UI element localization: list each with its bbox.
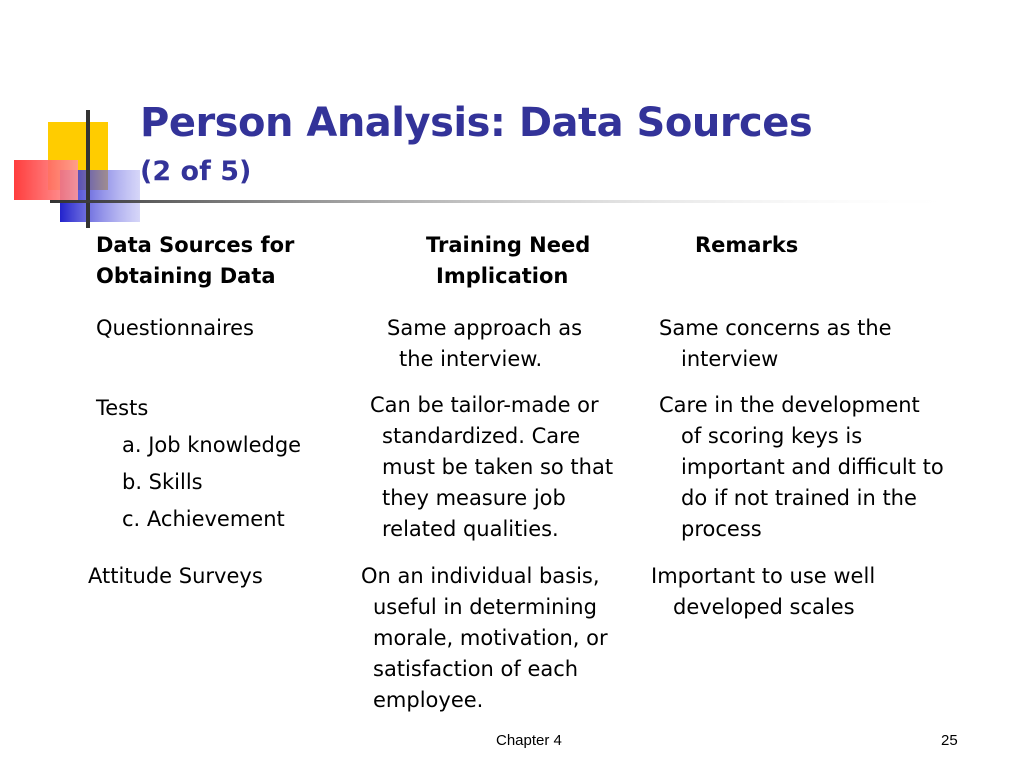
header-training-need: Training Need Implication xyxy=(426,233,591,288)
row-attitude-remarks: Important to use well developed scales xyxy=(651,564,876,619)
slide-title: Person Analysis: Data Sources xyxy=(140,100,813,146)
header-remarks: Remarks xyxy=(695,233,799,257)
footer-page-number: 25 xyxy=(941,732,958,749)
tests-item-skills: b. Skills xyxy=(122,470,203,494)
tests-item-job-knowledge: a. Job knowledge xyxy=(122,433,302,457)
slide-subtitle: (2 of 5) xyxy=(140,156,252,187)
logo-vertical-line xyxy=(86,110,90,228)
header-data-sources: Data Sources for Obtaining Data xyxy=(96,233,295,288)
tests-item-achievement: c. Achievement xyxy=(122,507,285,531)
row-attitude-source: Attitude Surveys xyxy=(88,564,263,588)
row-questionnaires-source: Questionnaires xyxy=(96,316,254,340)
footer-chapter: Chapter 4 xyxy=(496,732,562,749)
logo-red-square xyxy=(14,160,78,200)
row-tests-implication: Can be tailor-made or standardized. Care must be taken so that they measure job related qualities. xyxy=(370,393,614,541)
row-tests-remarks: Care in the development of scoring keys is important and difficult to do if not trained in the process xyxy=(659,393,944,541)
row-questionnaires-implication: Same approach as the interview. xyxy=(387,316,583,371)
row-questionnaires-remarks: Same concerns as the interview xyxy=(659,316,892,371)
row-tests-source: Tests a. Job knowledge b. Skills c. Achievement xyxy=(96,390,301,538)
logo-horizontal-line xyxy=(50,200,970,203)
row-attitude-implication: On an individual basis, useful in determining morale, motivation, or satisfaction of each employee. xyxy=(361,564,608,712)
